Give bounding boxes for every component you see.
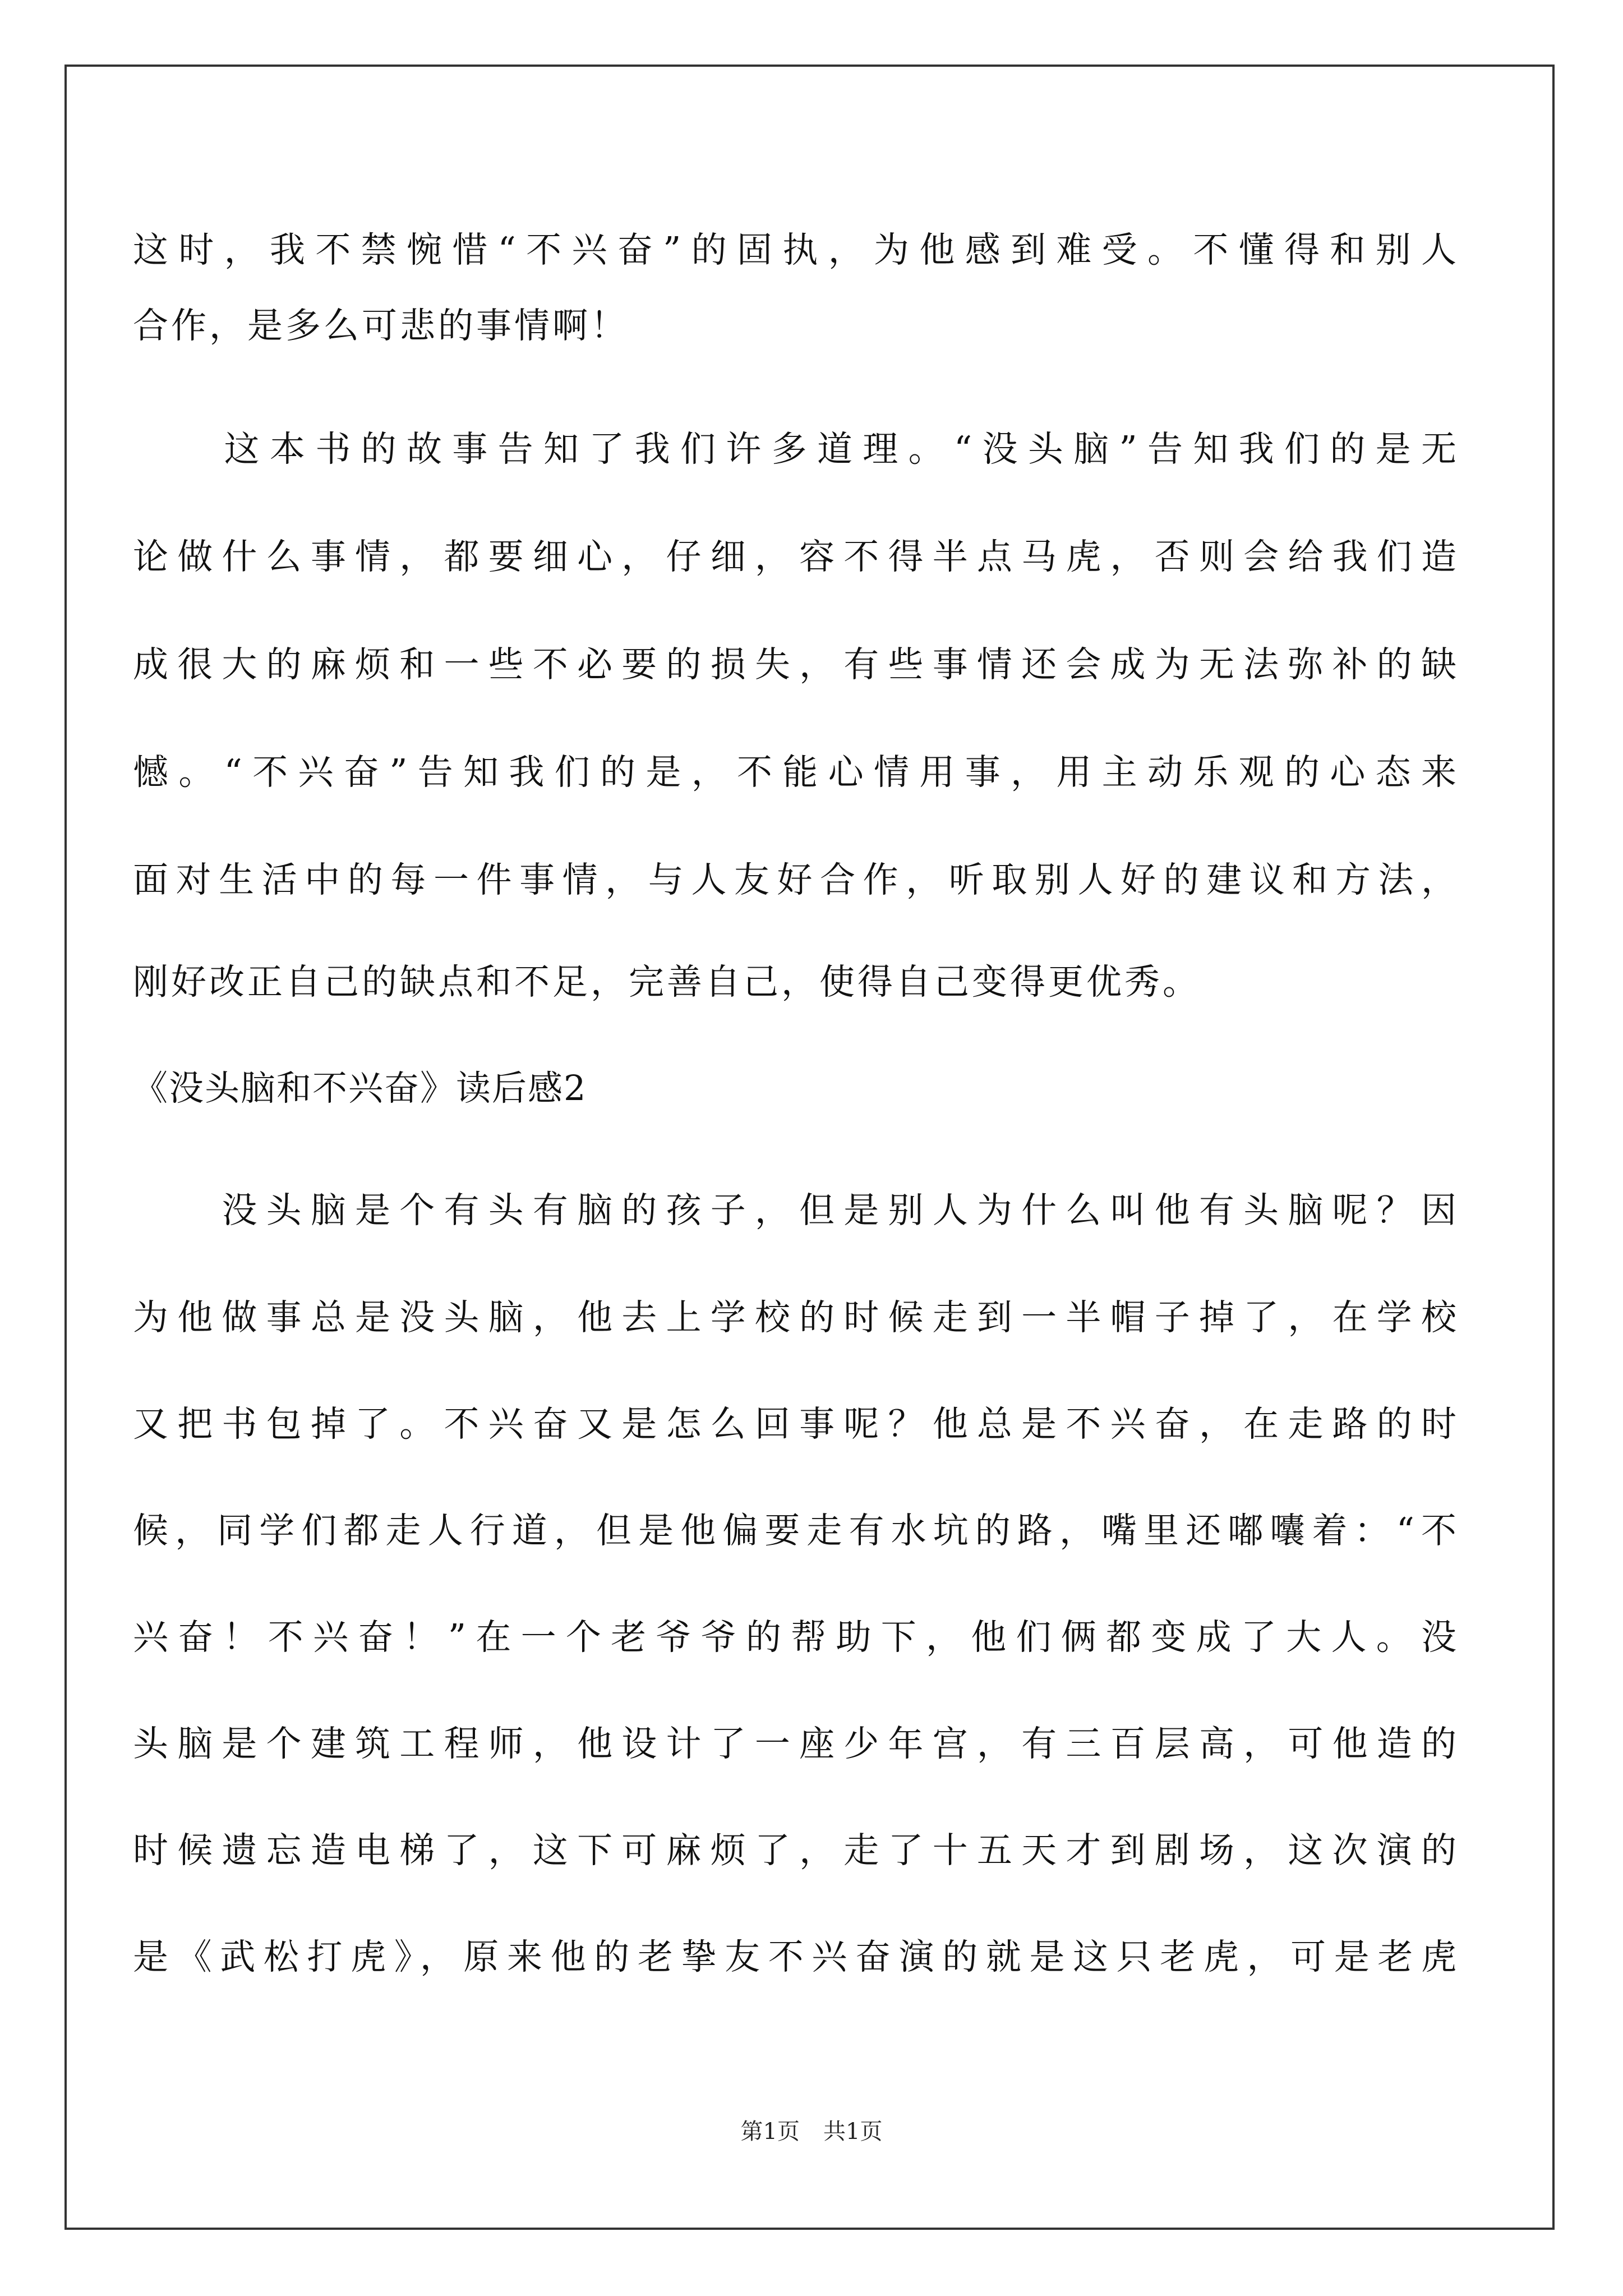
- body-text-line: 刚好改正自己的缺点和不足，完善自己，使得自己变得更优秀。: [133, 961, 1201, 1002]
- body-text-line: 是《武松打虎》，原来他的老挚友不兴奋演的就是这只老虎，可是老虎: [133, 1936, 1456, 1977]
- body-text-line: 面对生活中的每一件事情，与人友好合作，听取别人好的建议和方法，: [133, 859, 1456, 900]
- body-text-line: 这时，我不禁惋惜“不兴奋”的固执，为他感到难受。不懂得和别人: [133, 229, 1456, 270]
- body-text-line: 成很大的麻烦和一些不必要的损失，有些事情还会成为无法弥补的缺: [133, 644, 1456, 685]
- body-text-line: 时候遗忘造电梯了，这下可麻烦了，走了十五天才到剧场，这次演的: [133, 1830, 1456, 1871]
- body-text-line: 候，同学们都走人行道，但是他偏要走有水坑的路，嘴里还嘟囔着：“不: [133, 1510, 1456, 1551]
- section-heading: 《没头脑和不兴奋》读后感2: [133, 1068, 587, 1108]
- page-footer: [0, 2114, 1623, 2146]
- body-text-line: 论做什么事情，都要细心，仔细，容不得半点马虎，否则会给我们造: [133, 536, 1456, 577]
- body-text-line: 憾。“不兴奋”告知我们的是，不能心情用事，用主动乐观的心态来: [133, 752, 1456, 793]
- body-text-line: 兴奋！不兴奋！”在一个老爷爷的帮助下，他们俩都变成了大人。没: [133, 1617, 1456, 1658]
- body-text-line: 为他做事总是没头脑，他去上学校的时候走到一半帽子掉了，在学校: [133, 1297, 1456, 1338]
- page-number: 第1页: [740, 2119, 800, 2145]
- body-text-line: 又把书包掉了。不兴奋又是怎么回事呢？他总是不兴奋，在走路的时: [133, 1404, 1456, 1444]
- body-text-line: 头脑是个建筑工程师，他设计了一座少年宫，有三百层高，可他造的: [133, 1723, 1456, 1764]
- body-text-line: 没头脑是个有头有脑的孩子，但是别人为什么叫他有头脑呢？因: [133, 1190, 1456, 1231]
- page-total: 共1页: [823, 2119, 883, 2145]
- page-border: [64, 65, 1555, 2230]
- body-text-line: 这本书的故事告知了我们许多道理。“没头脑”告知我们的是无: [133, 429, 1456, 470]
- body-text-line: 合作，是多么可悲的事情啊！: [133, 305, 629, 346]
